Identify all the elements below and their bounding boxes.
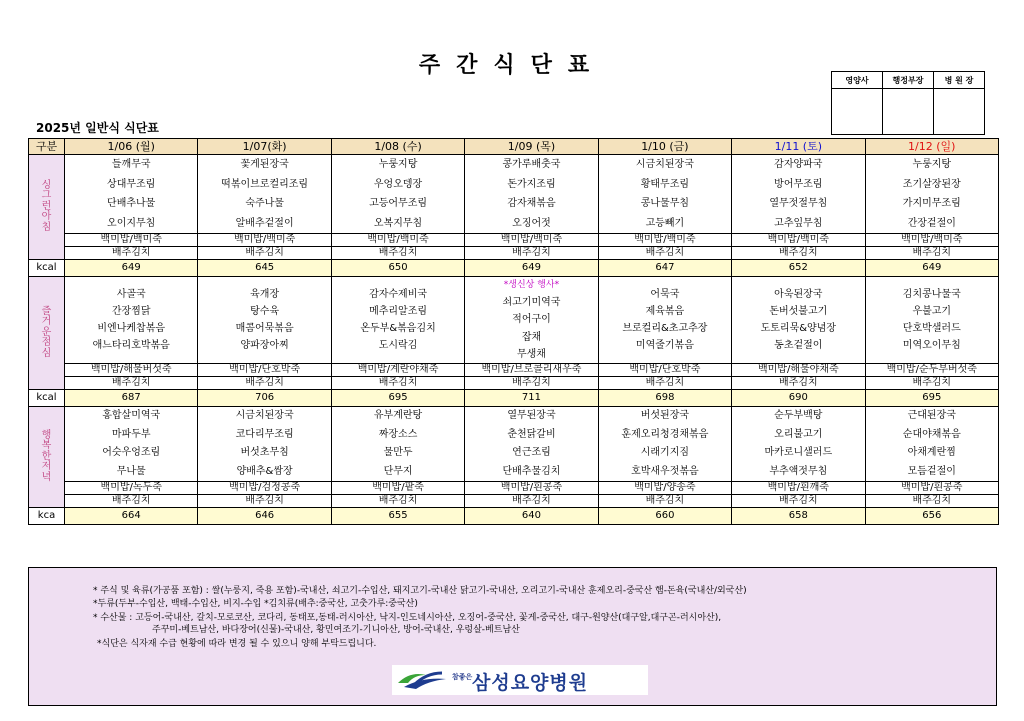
breakfast-dishes-cell [465,155,598,234]
kimchi: 배추김치 [732,247,865,260]
kcal-value: 649 [65,260,198,277]
approval-sign-1 [832,89,883,135]
kcal-label: kcal [29,389,65,406]
dish-item: 들깨무국 [111,159,151,170]
dinner-dishes-cell [465,406,598,481]
note-line: 주꾸미-베트남산, 바다장어(신물)-국내산, 황민여조기-기니아산, 방어-국내산, 우렁살-베트남산 [152,625,520,635]
breakfast-rice-row [29,234,999,247]
rice-porridge: 백미밥/흰깨죽 [732,482,865,495]
lunch-dishes-cell [732,277,865,364]
dish-item: 애느타리호박볶음 [92,340,170,352]
lunch-dishes-cell [865,277,998,364]
logo-prefix: 참좋은 [452,673,473,681]
meal-label-char: 심 [41,347,52,359]
kimchi: 배추김치 [331,495,464,508]
kimchi: 배추김치 [65,247,198,260]
dish-item: 열무젓절무침 [769,198,828,209]
kcal-value: 690 [732,389,865,406]
breakfast-dishes-cell [65,155,198,234]
dish-item: 무나물 [116,465,146,477]
dish-item: 순대야채볶음 [902,428,961,440]
dish-item: 유부계란탕 [373,409,423,421]
dish-item: 버섯된장국 [640,409,690,421]
dish-item: 오이지무침 [107,217,156,229]
kimchi: 배추김치 [732,495,865,508]
rice-porridge: 백미밥/해물야채죽 [732,363,865,376]
dish-item: 미역줄기볶음 [635,340,694,352]
dish-item: 콩나물무침 [640,198,690,209]
dish-item: 오리불고기 [774,428,823,440]
kcal-value: 652 [732,260,865,277]
day-header: 1/06 (월) [65,139,198,155]
rice-porridge: 백미밥/순두부버섯죽 [865,363,998,376]
meal-label-char: 운 [41,326,52,338]
dish-item: 사골국 [116,288,146,300]
dinner-dishes-cell [65,406,198,481]
dish-item: 시금치된장국 [235,409,294,421]
kcal-value: 656 [865,508,998,525]
dish-item: 쇠고기미역국 [502,297,561,309]
dinner-kimchi-row [29,495,999,508]
dish-item: 어슷우엉조림 [102,447,161,459]
dish-item: 감자수제비국 [369,288,428,300]
kcal_breakfast-row [29,260,999,277]
dinner-dishes-cell [198,406,331,481]
dish-item: 미역오이무침 [902,340,961,352]
dish-item: 누룽지탕 [378,159,418,170]
kcal-value: 640 [465,508,598,525]
dish-item: 감자양파국 [774,159,823,170]
dish-item: 열무된장국 [507,409,556,421]
weekly-menu-table [28,138,999,525]
dish-item: 알배추겉절이 [235,217,294,229]
dish-item: 순두부백탕 [774,409,823,421]
kcal-value: 646 [198,508,331,525]
dinner-dishes-cell [865,406,998,481]
dish-item: 매콤어묵볶음 [235,322,294,334]
rice-porridge: 백미밥/흰콩죽 [465,482,598,495]
approval-sign-3 [934,89,985,135]
dish-item: 연근조림 [512,447,551,459]
meal-label-char: 런 [41,200,52,212]
rice-porridge: 백미밥/백미죽 [331,234,464,247]
kcal-value: 660 [598,508,731,525]
dinner-rice-row [29,482,999,495]
kimchi: 배추김치 [598,495,731,508]
lunch-dishes-cell [198,277,331,364]
dish-item: 돈가지조림 [507,178,556,190]
kimchi: 배추김치 [65,376,198,389]
dish-item: 감자채볶음 [507,198,556,209]
meal-label-char: 행 [41,429,52,441]
dish-item: 버섯초무침 [240,447,289,459]
dish-item: 꽃게된장국 [240,159,289,170]
dish-item: 홍합살미역국 [102,409,161,421]
page-title: 주간식단표 [418,53,606,78]
dish-item: 부추액젓무침 [769,465,828,477]
rice-porridge: 백미밥/해물버섯죽 [65,363,198,376]
dish-item: 콩가루배춧국 [502,159,561,170]
meal-label-char: 복 [41,440,52,452]
rice-porridge: 백미밥/계란야채죽 [331,363,464,376]
meal-label-char: 아 [41,211,52,223]
dish-item: 시래기지짐 [640,447,690,459]
dish-item: 돈버섯불고기 [769,305,828,317]
dish-item: 오징어젓 [512,217,551,229]
dish-item: 아욱된장국 [774,288,823,300]
meal-label-char: 한 [41,450,52,462]
breakfast-kimchi-row [29,247,999,260]
day-header: 1/08 (수) [331,139,464,155]
dish-item: 브로컬리&초고추장 [622,322,708,334]
dish-item: 방어무조림 [774,178,823,190]
meal-label-char: 그 [41,190,52,202]
logo-name: 삼성요양병원 [472,672,589,694]
rice-porridge: 백미밥/백미죽 [732,234,865,247]
kcal-value: 695 [865,389,998,406]
rice-porridge: 백미밥/백미죽 [198,234,331,247]
day-header: 1/12 (일) [865,139,998,155]
day-header: 1/10 (금) [598,139,731,155]
dish-item: 조기살장된장 [902,178,961,190]
dish-item: 우불고기 [912,305,952,317]
dish-item: 모듬겉절이 [907,465,956,477]
meal-label-char: 즐 [41,305,52,317]
lunch-dishes-cell [598,277,731,364]
kcal-value: 658 [732,508,865,525]
dish-item: 간장겉절이 [907,217,956,229]
approval-box [831,71,985,135]
hospital-logo [392,665,648,695]
dish-item: 단배추물김치 [502,465,561,477]
kimchi: 배추김치 [198,376,331,389]
kcal-value: 649 [465,260,598,277]
dinner-dishes-row [29,406,999,481]
dish-item: 비엔나케찹볶음 [97,322,166,334]
dish-item: 오복지무침 [373,217,423,229]
kcal-value: 706 [198,389,331,406]
meal-label-char: 점 [41,337,52,349]
dish-item: 무생채 [516,348,546,360]
rice-porridge: 백미밥/단호박죽 [198,363,331,376]
dish-item: 메추리알조림 [369,305,428,317]
dish-item: *생신상 행사* [503,280,560,290]
note-line: *두류(두부-수입산, 백태-수입산, 비지-수입 *김치류(배추:중국산, 고춧가루:중국산) [93,599,418,609]
rice-porridge: 백미밥/단호박죽 [598,363,731,376]
lunch-dishes-cell [331,277,464,364]
meal-label-char: 침 [41,221,52,233]
day-header: 1/09 (목) [465,139,598,155]
dish-item: 떡볶이브로컬리조림 [221,178,309,190]
dish-item: 우엉오뎅장 [373,178,423,190]
dinner-dishes-cell [598,406,731,481]
dish-item: 호박새우젓볶음 [631,465,699,477]
kcal-label: kca [29,508,65,525]
dish-item: 짜장소스 [378,428,418,440]
dish-item: 온두부&볶음김치 [360,322,436,334]
rice-porridge: 백미밥/백미죽 [65,234,198,247]
kcal-value: 695 [331,389,464,406]
dinner-label [29,406,65,507]
kimchi: 배추김치 [598,247,731,260]
rice-porridge: 백미밥/백미죽 [598,234,731,247]
kimchi: 배추김치 [865,495,998,508]
dish-item: 육개장 [250,288,280,300]
approval-sign-2 [883,89,934,135]
kcal-value: 647 [598,260,731,277]
kcal_lunch-row [29,389,999,406]
gubun-header: 구분 [29,139,65,155]
dish-item: 어묵국 [650,288,680,300]
kcal-value: 649 [865,260,998,277]
kimchi: 배추김치 [331,247,464,260]
note-line: *식단은 식자재 수급 현황에 따라 변경 될 수 있으니 양해 부탁드립니다. [97,639,377,649]
dish-item: 고등빼기 [645,217,685,229]
dish-item: 누룽지탕 [912,159,952,170]
kcal-value: 711 [465,389,598,406]
breakfast-dishes-cell [198,155,331,234]
lunch-rice-row [29,363,999,376]
menu-subtitle: 2025년 일반식 식단표 [36,121,159,135]
dish-item: 황태무조림 [640,178,690,190]
breakfast-dishes-cell [732,155,865,234]
day-header: 1/07(화) [198,139,331,155]
logo-swoosh-icon [396,669,450,691]
approval-admin: 행정부장 [883,72,934,89]
dish-item: 고추잎무침 [774,217,823,229]
dish-item: 마카로니샐러드 [764,447,833,459]
lunch-label [29,277,65,390]
lunch-dishes-cell [65,277,198,364]
rice-porridge: 백미밥/브로콜리새우죽 [465,363,598,376]
kcal-value: 698 [598,389,731,406]
meal-label-char: 녁 [41,471,52,483]
dish-item: 잡채 [521,331,542,343]
kcal-value: 650 [331,260,464,277]
kimchi: 배추김치 [331,376,464,389]
kcal-value: 655 [331,508,464,525]
dinner-dishes-cell [732,406,865,481]
kimchi: 배추김치 [865,247,998,260]
dish-item: 상대무조림 [107,178,156,190]
dish-item: 단배추나물 [107,198,156,209]
dish-item: 양배추&쌈장 [236,465,293,477]
dish-item: 단호박샐러드 [902,322,961,334]
dish-item: 도시락김 [378,340,418,352]
breakfast-dishes-row [29,155,999,234]
kcal-value: 645 [198,260,331,277]
kcal-value: 664 [65,508,198,525]
kimchi: 배추김치 [198,247,331,260]
dish-item: 물만두 [383,447,413,459]
dish-item: 시금치된장국 [635,159,694,170]
kimchi: 배추김치 [465,247,598,260]
kimchi: 배추김치 [65,495,198,508]
rice-porridge: 백미밥/백미죽 [865,234,998,247]
meal-label-char: 저 [41,461,52,473]
dish-item: 고등어무조림 [369,198,428,209]
kimchi: 배추김치 [732,376,865,389]
dish-item: 동초겉절이 [774,340,823,352]
dish-item: 마파두부 [111,428,151,440]
rice-porridge: 백미밥/백미죽 [465,234,598,247]
rice-porridge: 백미밥/흰콩죽 [865,482,998,495]
kimchi: 배추김치 [465,376,598,389]
kcal-label: kcal [29,260,65,277]
day-header: 1/11 (토) [732,139,865,155]
dish-item: 아채계란찜 [907,447,956,459]
dish-item: 숙주나물 [245,198,284,209]
note-line: * 주식 및 육류(가공품 포함) : 쌀(누룽지, 죽용 포함)-국내산, 쇠고기-수입산, 돼지고기-국내산 닭고기-국내산, 오리고기-국내산 훈제오리-중국산 햄-돈육(국내산/외국산) [93,586,747,596]
dish-item: 간장찜닭 [111,305,151,317]
kcal-value: 687 [65,389,198,406]
dinner-dishes-cell [331,406,464,481]
lunch-dishes-row [29,277,999,364]
dish-item: 탕수육 [250,305,280,317]
approval-director: 병 원 장 [934,72,985,89]
meal-label-char: 거 [41,316,52,328]
dish-item: 가지미무조림 [902,198,961,209]
approval-nutritionist: 영양사 [832,72,883,89]
lunch-dishes-cell [465,277,598,364]
rice-porridge: 백미밥/팥죽 [331,482,464,495]
day-header-row [29,139,999,155]
kimchi: 배추김치 [598,376,731,389]
dish-item: 적어구이 [512,314,551,326]
rice-porridge: 백미밥/양송죽 [598,482,731,495]
kimchi: 배추김치 [198,495,331,508]
dish-item: 양파장아찌 [240,340,289,352]
kimchi: 배추김치 [865,376,998,389]
breakfast-label [29,155,65,260]
dish-item: 도토리묵&양념장 [760,322,837,334]
rice-porridge: 백미밥/녹두죽 [65,482,198,495]
dish-item: 근대된장국 [907,409,956,421]
dish-item: 단무지 [383,465,413,477]
kcal_dinner-row [29,508,999,525]
rice-porridge: 백미밥/검정콩죽 [198,482,331,495]
meal-label-char: 싱 [41,179,52,191]
dish-item: 훈제오리청경채볶음 [621,428,709,440]
dish-item: 춘천닭갈비 [507,428,556,440]
dish-item: 코다리무조림 [235,428,294,440]
breakfast-dishes-cell [331,155,464,234]
breakfast-dishes-cell [865,155,998,234]
breakfast-dishes-cell [598,155,731,234]
dish-item: 제육볶음 [645,305,685,317]
kimchi: 배추김치 [465,495,598,508]
dish-item: 김치콩나물국 [902,288,961,300]
note-line: * 수산물 : 고등어-국내산, 갈치-모로코산, 코다리, 동태포,동태-러시아산, 낙지-인도네시아산, 오징어-중국산, 꽃게-중국산, 대구-원양산(대구알,대구곤-러시아산), [93,613,722,623]
lunch-kimchi-row [29,376,999,389]
